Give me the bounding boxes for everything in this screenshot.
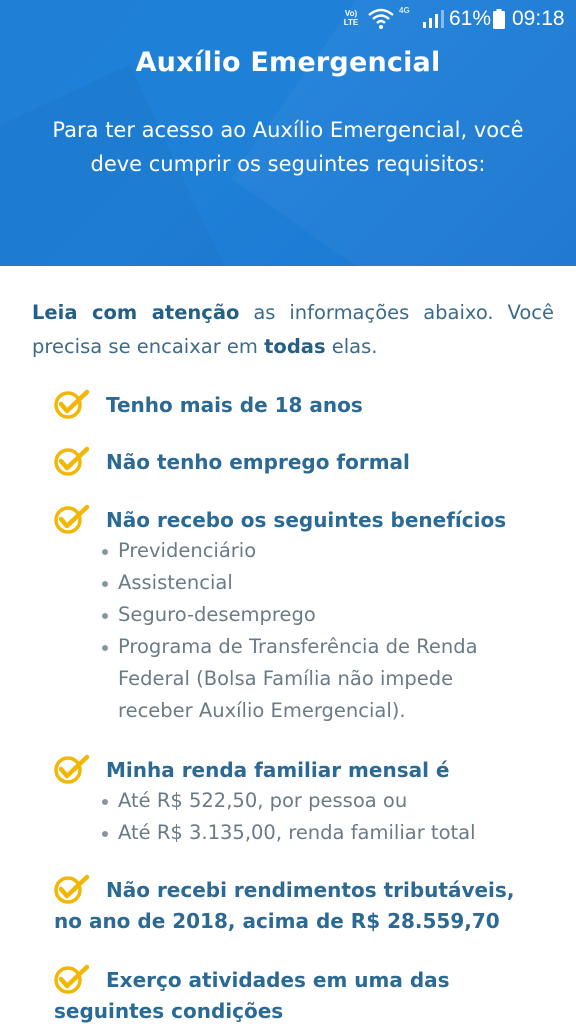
check-circle-icon (52, 751, 92, 787)
list-item: Assistencial (100, 567, 540, 599)
intro-emphasis: Leia com atenção (32, 301, 240, 324)
check-circle-icon (52, 501, 92, 537)
list-item: Seguro-desemprego (100, 599, 540, 631)
list-item: Até R$ 522,50, por pessoa ou (100, 785, 540, 817)
list-item: Programa de Transferência de Renda Federal (Bolsa Família não impede receber Auxílio Emergencial). (100, 631, 480, 727)
requirement-title: Não recebo os seguintes benefícios (106, 508, 507, 532)
check-circle-icon (52, 443, 92, 479)
check-circle-icon (52, 961, 92, 997)
requirement-title: Tenho mais de 18 anos (106, 393, 363, 417)
requirement-title: Não tenho emprego formal (106, 450, 410, 474)
check-circle-icon (52, 386, 92, 422)
header-banner (0, 0, 576, 266)
requirement-title-continued: no ano de 2018, acima de R$ 28.559,70 (54, 909, 500, 933)
signal-icon (422, 10, 444, 28)
benefits-list (100, 535, 540, 727)
income-list (100, 785, 540, 849)
battery-icon (493, 9, 505, 29)
battery-percent: 61% (449, 7, 492, 30)
page-subtitle: Para ter acesso ao Auxílio Emergencial, você deve cumprir os seguintes requisitos: (52, 118, 524, 176)
intro-text-end: elas. (325, 335, 378, 358)
intro-text-part: as informações abaixo. Você precisa se encaixar em (32, 301, 554, 358)
list-item: Previdenciário (100, 535, 540, 567)
wifi-icon (368, 8, 394, 30)
intro-text (32, 296, 554, 364)
status-bar (0, 0, 576, 38)
requirement-title: Minha renda familiar mensal é (106, 758, 450, 782)
check-circle-icon (52, 871, 92, 907)
intro-emphasis-all: todas (264, 335, 326, 358)
volte-icon: Vo) LTE (343, 9, 359, 27)
requirement-title-continued: seguintes condições (54, 999, 284, 1023)
page-title: Auxílio Emergencial (135, 47, 441, 78)
clock: 09:18 (512, 7, 565, 30)
requirement-title: Não recebi rendimentos tributáveis, (106, 878, 515, 902)
network-type: 4G (399, 6, 410, 15)
requirement-title: Exerço atividades em uma das (106, 968, 450, 992)
list-item: Até R$ 3.135,00, renda familiar total (100, 817, 540, 849)
